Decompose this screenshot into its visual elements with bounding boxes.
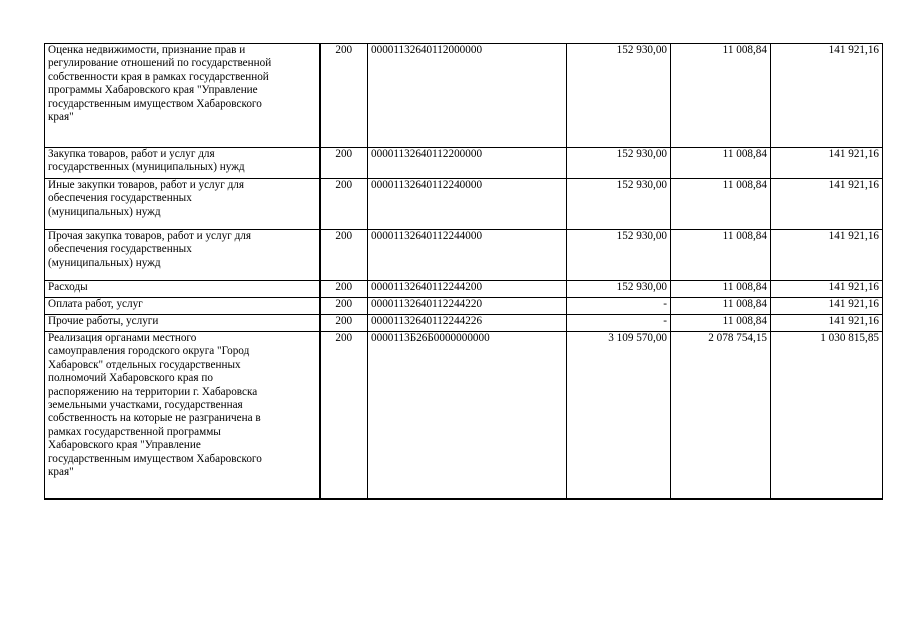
executed-amount-cell: 11 008,84 (671, 148, 771, 179)
executed-amount-cell: 11 008,84 (671, 281, 771, 298)
line-code-cell: 200 (320, 179, 368, 230)
executed-amount-cell: 11 008,84 (671, 179, 771, 230)
expenditure-name-cell: Реализация органами местного самоуправления городского округа "Город Хабаровск" отдельных государственных полномочий Хабаровского края по распоряжению на территории г. Хабаровска земельными участками, государственная собственность на которые не разграничена в рамках государственной программы Хабаровского края "Управление государственным имуществом Хабаровского края" (45, 332, 320, 499)
expenditure-name-cell: Оплата работ, услуг (45, 298, 320, 315)
budget-execution-table (44, 43, 883, 500)
table-row (45, 179, 883, 230)
remaining-amount-cell: 141 921,16 (771, 230, 883, 281)
budget-classification-code-cell: 00001132640112244220 (368, 298, 567, 315)
budget-classification-code-cell: 00001132640112000000 (368, 44, 567, 148)
executed-amount-cell: 11 008,84 (671, 298, 771, 315)
expenditure-name-cell: Прочие работы, услуги (45, 315, 320, 332)
line-code-cell: 200 (320, 230, 368, 281)
remaining-amount-cell: 141 921,16 (771, 148, 883, 179)
executed-amount-cell: 2 078 754,15 (671, 332, 771, 499)
expenditure-name-cell: Прочая закупка товаров, работ и услуг для обеспечения государственных (муниципальных) нужд (45, 230, 320, 281)
approved-amount-cell: 152 930,00 (567, 230, 671, 281)
remaining-amount-cell: 1 030 815,85 (771, 332, 883, 499)
approved-amount-cell: 152 930,00 (567, 148, 671, 179)
line-code-cell: 200 (320, 298, 368, 315)
remaining-amount-cell: 141 921,16 (771, 315, 883, 332)
executed-amount-cell: 11 008,84 (671, 44, 771, 148)
budget-classification-code-cell: 0000113Б26Б0000000000 (368, 332, 567, 499)
approved-amount-cell: 152 930,00 (567, 44, 671, 148)
approved-amount-cell: - (567, 298, 671, 315)
remaining-amount-cell: 141 921,16 (771, 298, 883, 315)
approved-amount-cell: 152 930,00 (567, 281, 671, 298)
executed-amount-cell: 11 008,84 (671, 230, 771, 281)
table-row (45, 315, 883, 332)
expenditure-name-cell: Иные закупки товаров, работ и услуг для обеспечения государственных (муниципальных) нужд (45, 179, 320, 230)
approved-amount-cell: 3 109 570,00 (567, 332, 671, 499)
executed-amount-cell: 11 008,84 (671, 315, 771, 332)
budget-classification-code-cell: 00001132640112244000 (368, 230, 567, 281)
table-row (45, 148, 883, 179)
remaining-amount-cell: 141 921,16 (771, 44, 883, 148)
table-body (45, 44, 883, 499)
line-code-cell: 200 (320, 148, 368, 179)
table-row (45, 281, 883, 298)
remaining-amount-cell: 141 921,16 (771, 281, 883, 298)
table-row (45, 298, 883, 315)
remaining-amount-cell: 141 921,16 (771, 179, 883, 230)
line-code-cell: 200 (320, 281, 368, 298)
line-code-cell: 200 (320, 332, 368, 499)
budget-report-page (44, 43, 882, 500)
table-row (45, 44, 883, 148)
budget-classification-code-cell: 00001132640112244200 (368, 281, 567, 298)
approved-amount-cell: - (567, 315, 671, 332)
budget-classification-code-cell: 00001132640112240000 (368, 179, 567, 230)
table-row (45, 332, 883, 499)
expenditure-name-cell: Закупка товаров, работ и услуг для государственных (муниципальных) нужд (45, 148, 320, 179)
budget-classification-code-cell: 00001132640112244226 (368, 315, 567, 332)
line-code-cell: 200 (320, 44, 368, 148)
approved-amount-cell: 152 930,00 (567, 179, 671, 230)
expenditure-name-cell: Оценка недвижимости, признание прав и регулирование отношений по государственной собственности края в рамках государственной программы Хабаровского края "Управление государственным имуществом Хабаровского края" (45, 44, 320, 148)
budget-classification-code-cell: 00001132640112200000 (368, 148, 567, 179)
expenditure-name-cell: Расходы (45, 281, 320, 298)
line-code-cell: 200 (320, 315, 368, 332)
table-row (45, 230, 883, 281)
